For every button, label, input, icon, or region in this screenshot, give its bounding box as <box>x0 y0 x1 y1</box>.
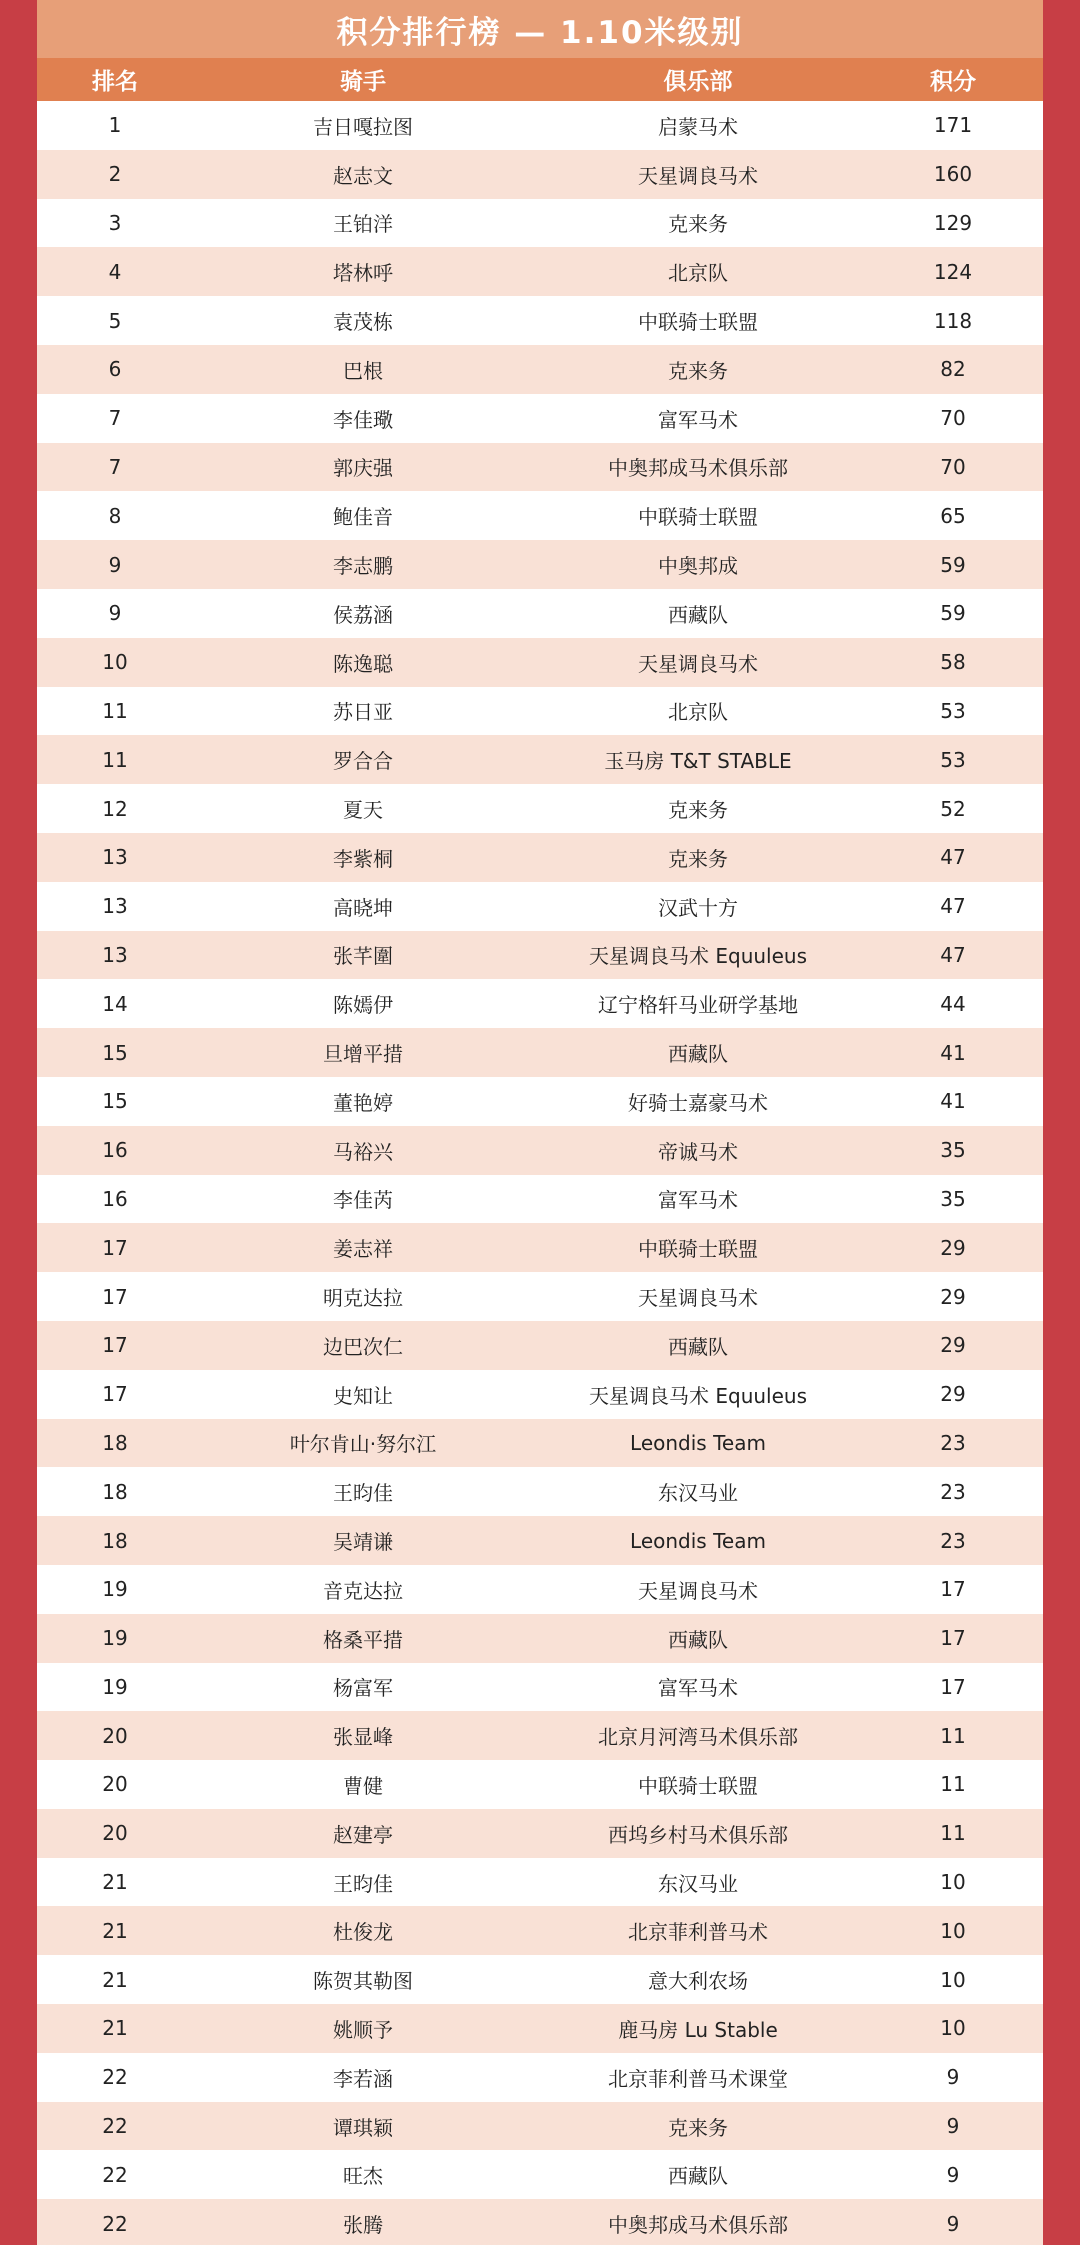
rank-cell: 17 <box>102 1284 128 1309</box>
rank-cell: 4 <box>108 259 122 284</box>
points-cell: 118 <box>933 308 973 333</box>
club-cell: 西藏队 <box>668 1334 728 1359</box>
table-row <box>37 2199 1043 2245</box>
table-row <box>37 1955 1043 2004</box>
club-cell: 鹿马房 Lu Stable <box>618 2017 778 2042</box>
rider-cell: 侯荔涵 <box>333 602 393 627</box>
rider-cell: 李佳璥 <box>333 407 393 432</box>
table-row <box>37 491 1043 540</box>
club-cell: 富军马术 <box>658 407 738 432</box>
rider-cell: 音克达拉 <box>323 1578 403 1603</box>
club-cell: 西藏队 <box>668 602 728 627</box>
rank-cell: 17 <box>102 1333 128 1358</box>
table-row <box>37 1077 1043 1126</box>
table-row <box>37 1272 1043 1321</box>
rider-cell: 姚顺予 <box>333 2017 393 2042</box>
rank-cell: 18 <box>102 1430 128 1455</box>
club-cell: 克来务 <box>668 846 728 871</box>
club-cell: 中奥邦成马术俱乐部 <box>608 456 788 481</box>
rider-cell: 旦增平措 <box>323 1042 403 1067</box>
rank-cell: 20 <box>102 1821 128 1846</box>
rider-cell: 曹健 <box>343 1773 383 1798</box>
rank-cell: 22 <box>102 2211 128 2236</box>
table-row <box>37 687 1043 736</box>
table-row <box>37 2053 1043 2102</box>
points-cell: 47 <box>940 845 966 870</box>
rider-cell: 史知让 <box>333 1383 393 1408</box>
rank-cell: 2 <box>108 162 122 187</box>
points-cell: 47 <box>940 942 966 967</box>
table-row <box>37 1126 1043 1175</box>
rider-cell: 赵志文 <box>333 163 393 188</box>
points-cell: 29 <box>940 1333 966 1358</box>
rank-cell: 20 <box>102 1772 128 1797</box>
club-cell: 天星调良马术 Equuleus <box>589 1383 807 1408</box>
points-cell: 59 <box>940 552 966 577</box>
rank-cell: 11 <box>102 747 128 772</box>
club-cell: 中奥邦成马术俱乐部 <box>608 2213 788 2238</box>
rider-cell: 杜俊龙 <box>333 1920 393 1945</box>
rank-cell: 17 <box>102 1382 128 1407</box>
rider-cell: 吴靖谦 <box>333 1530 393 1554</box>
club-cell: 天星调良马术 <box>638 163 758 188</box>
club-cell: 天星调良马术 <box>638 651 758 676</box>
club-cell: 意大利农场 <box>648 1969 748 1994</box>
rank-cell: 6 <box>108 357 122 382</box>
club-cell: 中联骑士联盟 <box>638 505 758 530</box>
header-rider: 骑手 <box>340 69 386 95</box>
points-cell: 82 <box>940 357 966 382</box>
points-cell: 9 <box>946 2065 960 2090</box>
table-row <box>37 1565 1043 1614</box>
club-cell: 中联骑士联盟 <box>638 1773 758 1798</box>
rider-cell: 王铂洋 <box>333 212 393 237</box>
points-cell: 58 <box>940 650 966 675</box>
points-cell: 10 <box>940 1918 966 1943</box>
points-cell: 52 <box>940 796 966 821</box>
rider-cell: 夏天 <box>343 798 383 823</box>
table-row <box>37 882 1043 931</box>
rank-cell: 21 <box>102 1967 128 1992</box>
points-cell: 44 <box>940 991 966 1016</box>
points-cell: 17 <box>940 1577 966 1602</box>
rider-cell: 李佳芮 <box>333 1188 393 1213</box>
rank-cell: 19 <box>102 1674 128 1699</box>
rank-cell: 20 <box>102 1723 128 1748</box>
rank-cell: 18 <box>102 1479 128 1504</box>
table-row <box>37 443 1043 492</box>
rider-cell: 鲍佳音 <box>333 505 393 530</box>
points-cell: 53 <box>940 747 966 772</box>
rider-cell: 张芊圍 <box>333 944 393 969</box>
rider-cell: 袁茂栋 <box>333 310 393 335</box>
table-row <box>37 394 1043 443</box>
table-row <box>37 296 1043 345</box>
page-title: 积分排行榜 — 1.10米级别 <box>37 0 1043 58</box>
table-row <box>37 784 1043 833</box>
points-cell: 124 <box>933 259 973 284</box>
table-row <box>37 199 1043 248</box>
rank-cell: 7 <box>108 454 122 479</box>
club-cell: 辽宁格轩马业研学基地 <box>598 993 798 1018</box>
club-cell: 克来务 <box>668 2115 728 2140</box>
rank-cell: 21 <box>102 2016 128 2041</box>
rider-cell: 谭琪颖 <box>333 2115 393 2140</box>
points-cell: 35 <box>940 1138 966 1163</box>
points-cell: 70 <box>940 454 966 479</box>
rank-cell: 13 <box>102 894 128 919</box>
club-cell: 中奥邦成 <box>658 554 738 579</box>
club-cell: 北京队 <box>668 700 728 725</box>
club-cell: 克来务 <box>668 212 728 237</box>
club-cell: 克来务 <box>668 798 728 823</box>
rank-cell: 12 <box>102 796 128 821</box>
club-cell: 西藏队 <box>668 1627 728 1652</box>
rider-cell: 李志鹏 <box>333 554 393 579</box>
club-cell: 东汉马业 <box>658 1871 738 1896</box>
club-cell: 天星调良马术 <box>638 1286 758 1311</box>
club-cell: 好骑士嘉豪马术 <box>628 1090 768 1115</box>
rider-cell: 罗合合 <box>333 749 393 774</box>
club-cell: 北京月河湾马术俱乐部 <box>598 1725 798 1750</box>
table-row <box>37 1419 1043 1468</box>
leaderboard <box>37 0 1043 2245</box>
table-row <box>37 735 1043 784</box>
header-club: 俱乐部 <box>663 69 733 95</box>
rank-cell: 16 <box>102 1138 128 1163</box>
rider-cell: 杨富军 <box>333 1676 393 1701</box>
rank-cell: 16 <box>102 1186 128 1211</box>
points-cell: 29 <box>940 1382 966 1407</box>
table-row <box>37 1370 1043 1419</box>
points-cell: 65 <box>940 503 966 528</box>
rank-cell: 22 <box>102 2065 128 2090</box>
club-cell: 天星调良马术 <box>638 1578 758 1603</box>
table-row <box>37 1906 1043 1955</box>
table-row <box>37 101 1043 150</box>
rider-cell: 陈贺其勒图 <box>313 1969 413 1994</box>
points-cell: 53 <box>940 698 966 723</box>
rank-cell: 9 <box>108 552 122 577</box>
table-row <box>37 833 1043 882</box>
club-cell: 北京菲利普马术 <box>628 1920 768 1945</box>
rider-cell: 巴根 <box>343 358 383 383</box>
table-row <box>37 638 1043 687</box>
points-cell: 59 <box>940 601 966 626</box>
rank-cell: 15 <box>102 1040 128 1065</box>
table-row <box>37 1711 1043 1760</box>
points-cell: 23 <box>940 1430 966 1455</box>
club-cell: 北京菲利普马术课堂 <box>608 2066 788 2091</box>
rank-cell: 17 <box>102 1235 128 1260</box>
club-cell: 富军马术 <box>658 1676 738 1701</box>
club-cell: 玉马房 T&T STABLE <box>604 749 792 774</box>
rider-cell: 旺杰 <box>343 2164 383 2189</box>
rank-cell: 21 <box>102 1870 128 1895</box>
table-row <box>37 1614 1043 1663</box>
rider-cell: 陈逸聪 <box>333 651 393 676</box>
table-row <box>37 1223 1043 1272</box>
rank-cell: 9 <box>108 601 122 626</box>
rider-cell: 王昀佳 <box>333 1871 393 1896</box>
club-cell: Leondis Team <box>630 1528 766 1553</box>
table-row <box>37 1028 1043 1077</box>
rank-cell: 8 <box>108 503 122 528</box>
rider-cell: 郭庆强 <box>333 456 393 481</box>
table-body <box>37 101 1043 2245</box>
table-row <box>37 1760 1043 1809</box>
table-row <box>37 2102 1043 2151</box>
table-row <box>37 1467 1043 1516</box>
rider-cell: 王昀佳 <box>333 1481 393 1506</box>
club-cell: 汉武十方 <box>658 895 738 920</box>
points-cell: 9 <box>946 2114 960 2139</box>
rider-cell: 明克达拉 <box>323 1286 403 1311</box>
table-row <box>37 2150 1043 2199</box>
rank-cell: 10 <box>102 650 128 675</box>
points-cell: 41 <box>940 1089 966 1114</box>
points-cell: 23 <box>940 1479 966 1504</box>
rank-cell: 13 <box>102 942 128 967</box>
rank-cell: 3 <box>108 210 122 235</box>
club-cell: 西藏队 <box>668 2164 728 2189</box>
club-cell: 启蒙马术 <box>658 114 738 139</box>
table-row <box>37 540 1043 589</box>
rider-cell: 叶尔肯山·努尔江 <box>289 1432 437 1457</box>
points-cell: 9 <box>946 2211 960 2236</box>
points-cell: 70 <box>940 406 966 431</box>
club-cell: 天星调良马术 Equuleus <box>589 944 807 969</box>
club-cell: 西藏队 <box>668 1042 728 1067</box>
rider-cell: 边巴次仁 <box>323 1334 403 1359</box>
rank-cell: 14 <box>102 991 128 1016</box>
points-cell: 17 <box>940 1674 966 1699</box>
table-row <box>37 150 1043 199</box>
points-cell: 41 <box>940 1040 966 1065</box>
rider-cell: 李若涵 <box>333 2066 393 2091</box>
points-cell: 9 <box>946 2162 960 2187</box>
table-row <box>37 247 1043 296</box>
header-points: 积分 <box>930 69 976 95</box>
points-cell: 29 <box>940 1284 966 1309</box>
points-cell: 29 <box>940 1235 966 1260</box>
rank-cell: 15 <box>102 1089 128 1114</box>
rider-cell: 格桑平措 <box>323 1627 403 1652</box>
rider-cell: 李紫桐 <box>333 846 393 871</box>
points-cell: 23 <box>940 1528 966 1553</box>
rider-cell: 张显峰 <box>333 1725 393 1750</box>
points-cell: 17 <box>940 1626 966 1651</box>
table-row <box>37 2004 1043 2053</box>
table-row <box>37 1663 1043 1712</box>
points-cell: 11 <box>940 1772 966 1797</box>
rider-cell: 赵建亭 <box>333 1822 393 1847</box>
points-cell: 10 <box>940 1870 966 1895</box>
club-cell: 中联骑士联盟 <box>638 1237 758 1262</box>
points-cell: 10 <box>940 2016 966 2041</box>
rider-cell: 吉日嘎拉图 <box>313 114 413 139</box>
table-row <box>37 1175 1043 1224</box>
rider-cell: 董艳婷 <box>333 1090 393 1115</box>
club-cell: 西坞乡村马术俱乐部 <box>608 1822 788 1847</box>
rank-cell: 22 <box>102 2162 128 2187</box>
table-row <box>37 1858 1043 1907</box>
table-row <box>37 979 1043 1028</box>
club-cell: 中联骑士联盟 <box>638 310 758 335</box>
rank-cell: 21 <box>102 1918 128 1943</box>
points-cell: 160 <box>933 162 973 187</box>
table-row <box>37 589 1043 638</box>
rank-cell: 13 <box>102 845 128 870</box>
table-header <box>37 58 1043 101</box>
rider-cell: 姜志祥 <box>333 1237 393 1262</box>
points-cell: 129 <box>933 210 973 235</box>
club-cell: 帝诚马术 <box>658 1139 738 1164</box>
table-row <box>37 1809 1043 1858</box>
points-cell: 11 <box>940 1723 966 1748</box>
rank-cell: 18 <box>102 1528 128 1553</box>
points-cell: 47 <box>940 894 966 919</box>
points-cell: 171 <box>933 113 973 138</box>
rank-cell: 22 <box>102 2114 128 2139</box>
club-cell: 富军马术 <box>658 1188 738 1213</box>
club-cell: 东汉马业 <box>658 1481 738 1506</box>
rank-cell: 19 <box>102 1626 128 1651</box>
table-row <box>37 931 1043 980</box>
points-cell: 10 <box>940 1967 966 1992</box>
rider-cell: 塔林呼 <box>333 261 393 286</box>
club-cell: 北京队 <box>668 261 728 286</box>
points-cell: 35 <box>940 1186 966 1211</box>
header-rank: 排名 <box>92 69 138 95</box>
table-row <box>37 1321 1043 1370</box>
club-cell: Leondis Team <box>630 1430 766 1455</box>
rank-cell: 5 <box>108 308 122 333</box>
rank-cell: 11 <box>102 698 128 723</box>
rider-cell: 高晓坤 <box>333 895 393 920</box>
rank-cell: 7 <box>108 406 122 431</box>
rider-cell: 陈嫣伊 <box>333 993 393 1018</box>
points-cell: 11 <box>940 1821 966 1846</box>
rider-cell: 张腾 <box>343 2213 383 2238</box>
rank-cell: 1 <box>108 113 122 138</box>
rider-cell: 苏日亚 <box>333 700 393 725</box>
table-row <box>37 1516 1043 1565</box>
club-cell: 克来务 <box>668 358 728 383</box>
table-row <box>37 345 1043 394</box>
rider-cell: 马裕兴 <box>333 1139 393 1164</box>
rank-cell: 19 <box>102 1577 128 1602</box>
